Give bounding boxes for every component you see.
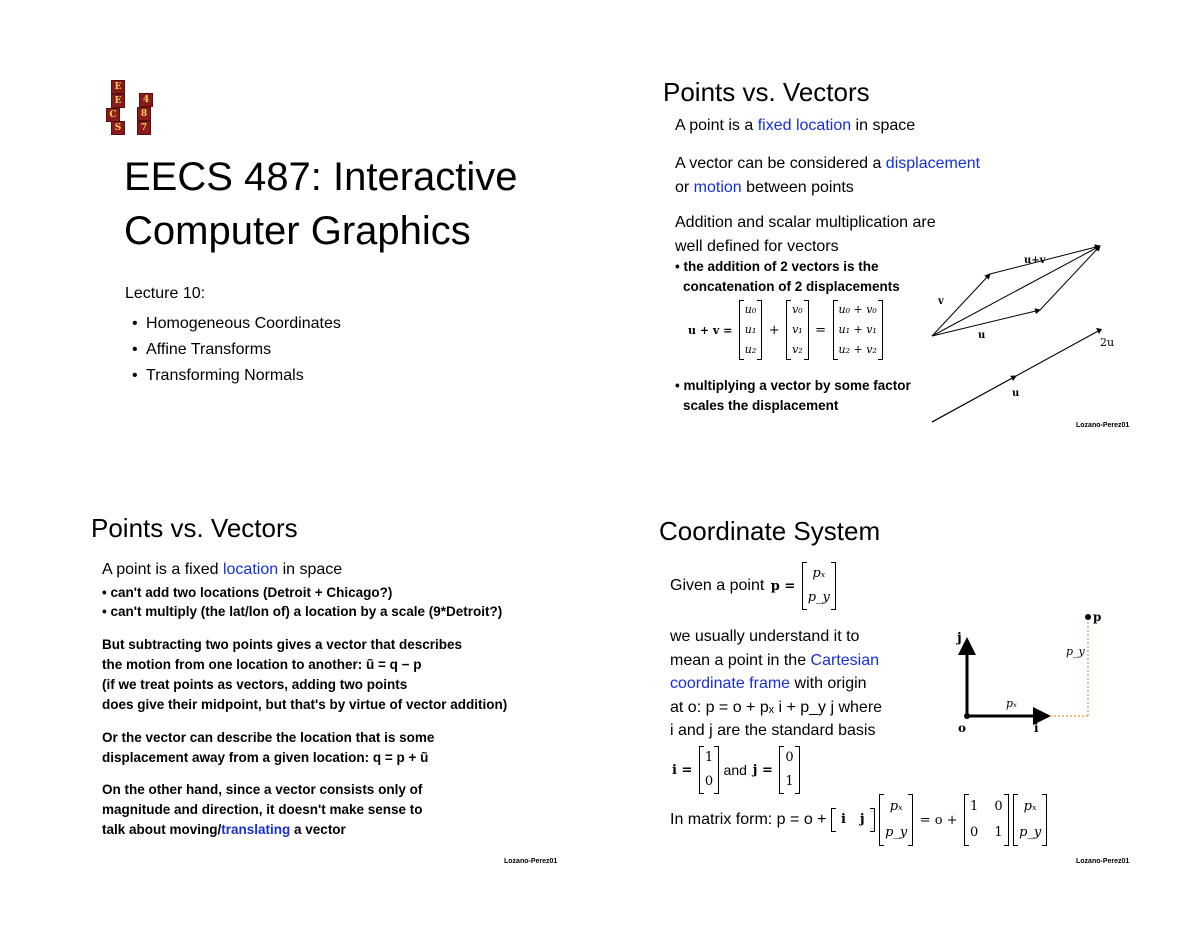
title-line-1: EECS 487: Interactive [124,155,518,199]
label-u-scaled: u [1012,388,1020,399]
vector-addition-equation: u + v = u₀ u₁ u₂ + v₀ v₁ v₂ = u₀ + v₀ u₁ + v₁ u₂ + v₂ [686,300,883,360]
bullet: • can't add two locations (Detroit + Chicago?) [102,585,393,600]
label-px: pₓ [1006,697,1017,710]
credit: Lozano-Perez01 [1076,858,1130,865]
slide-title [124,150,518,258]
slide-title: Points vs. Vectors [91,513,298,543]
logo-block: 7 [137,121,151,135]
paragraph: A point is a fixed location in space [102,561,343,578]
point-p [1085,614,1091,620]
label-i: i [1034,721,1039,735]
label-u: u [978,330,986,341]
label-py: p_y [1066,645,1085,658]
matrix-ij: i j [831,808,875,832]
matrix-identity: 1 0 0 1 [964,794,1009,846]
paragraph: we usually understand it to mean a point in the Cartesian coordinate frame with origin at o: p = o + pₓ i + p_y j where i and j are the standard basis [670,628,883,739]
slide-title: Coordinate System [659,516,881,546]
slide-title: Points vs. Vectors [663,77,870,107]
lecture-label: Lecture 10: [125,285,206,302]
vector-u-arrow [932,310,1040,336]
sub-bullet: • multiplying a vector by some factor scales the displacement [675,378,911,413]
sub-bullet: • the addition of 2 vectors is the concatenation of 2 displacements [675,259,900,294]
matrix-v: v₀ v₁ v₂ [786,300,809,360]
paragraph: A vector can be considered a displacement or motion between points [675,155,981,196]
origin-point [964,713,970,719]
point-definition: Given a point p = pₓ p_y [670,562,836,610]
paragraph: Addition and scalar multiplication are well defined for vectors [675,214,936,255]
vector-u-scaled-arrow [932,376,1016,422]
basis-definition: i = 1 0 and j = 0 1 [670,746,800,794]
paragraph: Or the vector can describe the location that is some displacement away from a given location: q = p + ũ [102,730,435,765]
logo-block: E [111,80,125,94]
coordinate-frame-diagram [950,600,1110,740]
matrix-p: pₓ p_y [802,562,836,610]
paragraph: But subtracting two points gives a vector that describes the motion from one location to another: ũ = q − p (if we treat points as vectors, adding two points does give their midpoint, but that's by virtue of vector addition) [102,637,508,712]
vector-v-shifted-arrow [1040,246,1100,310]
matrix-sum: u₀ + v₀ u₁ + v₁ u₂ + v₂ [833,300,883,360]
matrix-pp-2: pₓ p_y [1013,794,1047,846]
label-v: v [938,296,944,307]
logo-block: S [111,121,125,135]
topic-list [132,311,341,389]
vector-sum-arrow [932,246,1100,336]
paragraph: On the other hand, since a vector consists only of magnitude and direction, it doesn't make sense to talk about moving/translating a vector [102,782,423,837]
logo-block: C [106,108,120,122]
topic-item: • Affine Transforms [132,341,272,358]
logo-block: E [111,94,125,108]
paragraph: A point is a fixed location in space [675,117,916,134]
logo-block: 8 [137,107,151,121]
label-o: o [958,721,967,735]
matrix-i: 1 0 [699,746,719,794]
credit: Lozano-Perez01 [504,858,558,865]
vector-diagram [920,238,1140,428]
topic-item: • Homogeneous Coordinates [132,315,341,332]
label-p: p [1093,610,1102,624]
matrix-form-equation: In matrix form: p = o + i j pₓ p_y = o + 1 0 0 1 pₓ p_y [670,794,1047,846]
label-u-plus-v: u+v [1024,255,1046,266]
bullet-list [102,583,502,621]
label-2u: 2u [1100,336,1115,349]
matrix-pp: pₓ p_y [879,794,913,846]
credit: Lozano-Perez01 [1076,422,1130,429]
logo-block: 4 [139,93,153,107]
matrix-u: u₀ u₁ u₂ [739,300,763,360]
title-line-2: Computer Graphics [124,209,471,253]
matrix-j: 0 1 [779,746,799,794]
bullet: • can't multiply (the lat/lon of) a location by a scale (9*Detroit?) [102,604,503,619]
label-j: j [957,631,962,646]
topic-item: • Transforming Normals [132,367,304,384]
